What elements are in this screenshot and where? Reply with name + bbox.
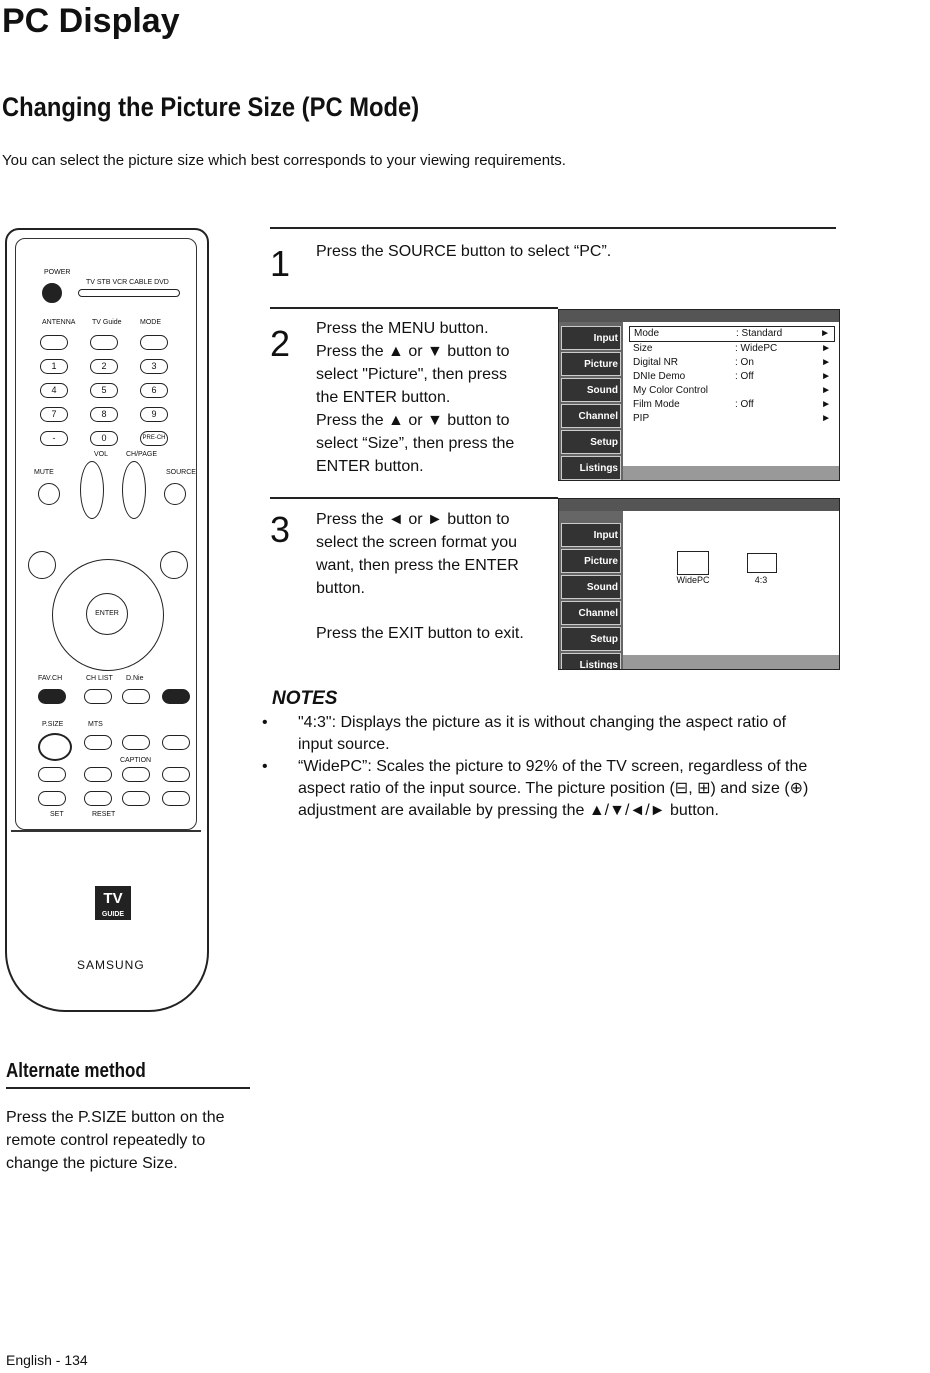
menu-key: Film Mode <box>633 399 680 410</box>
fav-label: FAV.CH <box>38 675 63 682</box>
remote-control-illustration <box>5 228 210 1013</box>
key <box>122 735 150 750</box>
picture-menu <box>629 326 835 426</box>
mode-label: MODE <box>140 319 161 326</box>
sidebar-item-channel: Channel <box>561 404 621 428</box>
dnie-label: D.Nie <box>126 675 144 682</box>
digit-key: 2 <box>90 359 118 374</box>
power-label: POWER <box>44 269 71 276</box>
mts-key <box>84 735 112 750</box>
remote-body <box>5 228 209 1012</box>
tvguide-key <box>90 335 118 350</box>
key <box>84 767 112 782</box>
step-line: ENTER button. <box>316 458 424 475</box>
alternate-method-heading: Alternate method <box>6 1060 146 1082</box>
caption-label: CAPTION <box>120 757 152 764</box>
sidebar-item-listings: Listings <box>561 456 621 480</box>
menu-value: : WidePC <box>735 343 778 354</box>
source-label: SOURCE <box>166 469 196 476</box>
menu-row-pip <box>629 412 835 426</box>
list-item: • "4:3": Displays the picture as it is without changing the aspect ratio of input source. <box>262 712 822 756</box>
key <box>38 767 66 782</box>
menu-row-dnie-demo <box>629 370 835 384</box>
picture-menu-screenshot <box>558 309 840 481</box>
screen-sidebar <box>559 322 623 480</box>
alternate-method-rule <box>6 1087 250 1089</box>
reset-label: RESET <box>92 811 116 818</box>
list-item: • “WidePC”: Scales the picture to 92% of the TV screen, regardless of the aspect ratio of the input source. The picture position (⊟, ⊞) and size (⊕) adjustment are available by pressing the ▲/▼/◄/► button. <box>262 756 822 822</box>
mode-key <box>140 335 168 350</box>
arrow-right-icon: ► <box>821 399 831 410</box>
screen-bottom-bar <box>623 466 839 480</box>
step-line: want, then press the ENTER <box>316 557 519 574</box>
remote-upper-panel <box>15 238 197 830</box>
psize-label: P.SIZE <box>42 721 64 728</box>
mute-icon <box>38 483 60 505</box>
power-icon <box>42 283 62 303</box>
menu-row-my-color-control <box>629 384 835 398</box>
stop-key <box>84 791 112 806</box>
tvguide-key-label: TV Guide <box>92 319 122 326</box>
chpage-label: CH/PAGE <box>126 451 157 458</box>
step-1-text <box>316 240 816 263</box>
page-footer: English - 134 <box>6 1352 88 1368</box>
widepc-format-label: WidePC <box>676 575 710 585</box>
step-number: 2 <box>270 323 291 364</box>
step-divider <box>270 307 558 309</box>
brand-logo: SAMSUNG <box>77 958 145 972</box>
step-line: Press the ◄ or ► button to <box>316 511 510 528</box>
step-3-text <box>316 508 556 645</box>
tv-guide-logo-sub: GUIDE <box>101 911 125 918</box>
step-line: Press the SOURCE button to select “PC”. <box>316 243 612 260</box>
color-key <box>162 689 190 704</box>
arrow-right-icon: ► <box>821 357 831 368</box>
enter-icon: ENTER <box>86 593 128 635</box>
digit-key: 3 <box>140 359 168 374</box>
chlist-key <box>84 689 112 704</box>
digit-key: 7 <box>40 407 68 422</box>
menu-key: Mode <box>634 328 660 339</box>
arrow-right-icon: ► <box>821 413 831 424</box>
menu-key: My Color Control <box>633 385 709 396</box>
digit-key: 5 <box>90 383 118 398</box>
step-line: the ENTER button. <box>316 389 451 406</box>
dnie-key <box>122 689 150 704</box>
arrow-right-icon: ► <box>820 328 830 339</box>
menu-row-size <box>629 342 835 356</box>
menu-key: Size <box>633 343 653 354</box>
antenna-key <box>40 335 68 350</box>
mts-label: MTS <box>88 721 103 728</box>
sidebar-item-channel: Channel <box>561 601 621 625</box>
digit-key: 8 <box>90 407 118 422</box>
section-title: Changing the Picture Size (PC Mode) <box>2 92 420 122</box>
four-three-format-icon <box>747 553 777 573</box>
menu-value: : Off <box>735 371 754 382</box>
key <box>162 735 190 750</box>
sidebar-item-picture: Picture <box>561 549 621 573</box>
channel-rocker <box>122 461 146 519</box>
widepc-format-icon <box>677 551 709 575</box>
psize-button-highlight <box>38 733 72 761</box>
chlist-label: CH LIST <box>86 675 113 682</box>
digit-key: PRE-CH <box>140 431 168 446</box>
ffwd-key <box>162 791 190 806</box>
key <box>162 767 190 782</box>
arrow-right-icon: ► <box>821 385 831 396</box>
size-menu-screenshot <box>558 498 840 670</box>
arrow-right-icon: ► <box>821 343 831 354</box>
step-line: button. <box>316 580 365 597</box>
sidebar-item-setup: Setup <box>561 627 621 651</box>
set-label: SET <box>50 811 64 818</box>
digit-key: 1 <box>40 359 68 374</box>
digit-key: 0 <box>90 431 118 446</box>
step-number: 3 <box>270 509 291 550</box>
caption-key <box>122 767 150 782</box>
mute-label: MUTE <box>34 469 54 476</box>
volume-rocker <box>80 461 104 519</box>
sidebar-item-sound: Sound <box>561 378 621 402</box>
notes-list <box>262 712 822 822</box>
rewind-key <box>38 791 66 806</box>
menu-row-film-mode <box>629 398 835 412</box>
source-select-bar <box>78 289 180 297</box>
tv-guide-logo-text: TV <box>103 890 123 907</box>
step-divider <box>270 497 558 499</box>
sidebar-item-listings: Listings <box>561 653 621 670</box>
step-line: Press the MENU button. <box>316 320 489 337</box>
digit-key: 9 <box>140 407 168 422</box>
step-divider <box>270 227 836 229</box>
menu-row-digital-nr <box>629 356 835 370</box>
menu-value: : On <box>735 357 754 368</box>
arrow-right-icon: ► <box>821 371 831 382</box>
sidebar-item-sound: Sound <box>561 575 621 599</box>
menu-icon <box>28 551 56 579</box>
step-line: select “Size”, then press the <box>316 435 515 452</box>
digit-key: 4 <box>40 383 68 398</box>
notes-heading: NOTES <box>272 688 338 709</box>
menu-value: : Off <box>735 399 754 410</box>
four-three-format-label: 4:3 <box>754 575 768 585</box>
menu-row-mode <box>629 326 835 342</box>
step-line: select the screen format you <box>316 534 517 551</box>
screen-titlebar <box>559 310 839 322</box>
sidebar-item-input: Input <box>561 523 621 547</box>
step-line: select "Picture", then press <box>316 366 507 383</box>
sidebar-item-setup: Setup <box>561 430 621 454</box>
intro-text: You can select the picture size which best corresponds to your viewing requirements. <box>2 152 566 169</box>
step-number: 1 <box>270 243 291 284</box>
fav-key <box>38 689 66 704</box>
sidebar-item-input: Input <box>561 326 621 350</box>
exit-icon <box>160 551 188 579</box>
step-line: Press the EXIT button to exit. <box>316 625 524 642</box>
alternate-method-text: Press the P.SIZE button on the remote control repeatedly to change the picture Size. <box>6 1109 225 1172</box>
menu-key: DNIe Demo <box>633 371 686 382</box>
source-icon <box>164 483 186 505</box>
step-line: Press the ▲ or ▼ button to <box>316 412 510 429</box>
menu-key: PIP <box>633 413 650 424</box>
menu-key: Digital NR <box>633 357 679 368</box>
vol-label: VOL <box>94 451 109 458</box>
screen-sidebar <box>559 511 623 669</box>
step-line: Press the ▲ or ▼ button to <box>316 343 510 360</box>
screen-titlebar <box>559 499 839 511</box>
digit-key: - <box>40 431 68 446</box>
step-2-text <box>316 317 556 478</box>
tv-guide-logo <box>95 886 131 920</box>
page-title: PC Display <box>2 2 180 40</box>
play-pause-key <box>122 791 150 806</box>
antenna-label: ANTENNA <box>42 319 76 326</box>
screen-bottom-bar <box>623 655 839 669</box>
digit-key: 6 <box>140 383 168 398</box>
menu-value: : Standard <box>736 328 783 339</box>
source-select-label: TV STB VCR CABLE DVD <box>86 279 169 286</box>
sidebar-item-picture: Picture <box>561 352 621 376</box>
